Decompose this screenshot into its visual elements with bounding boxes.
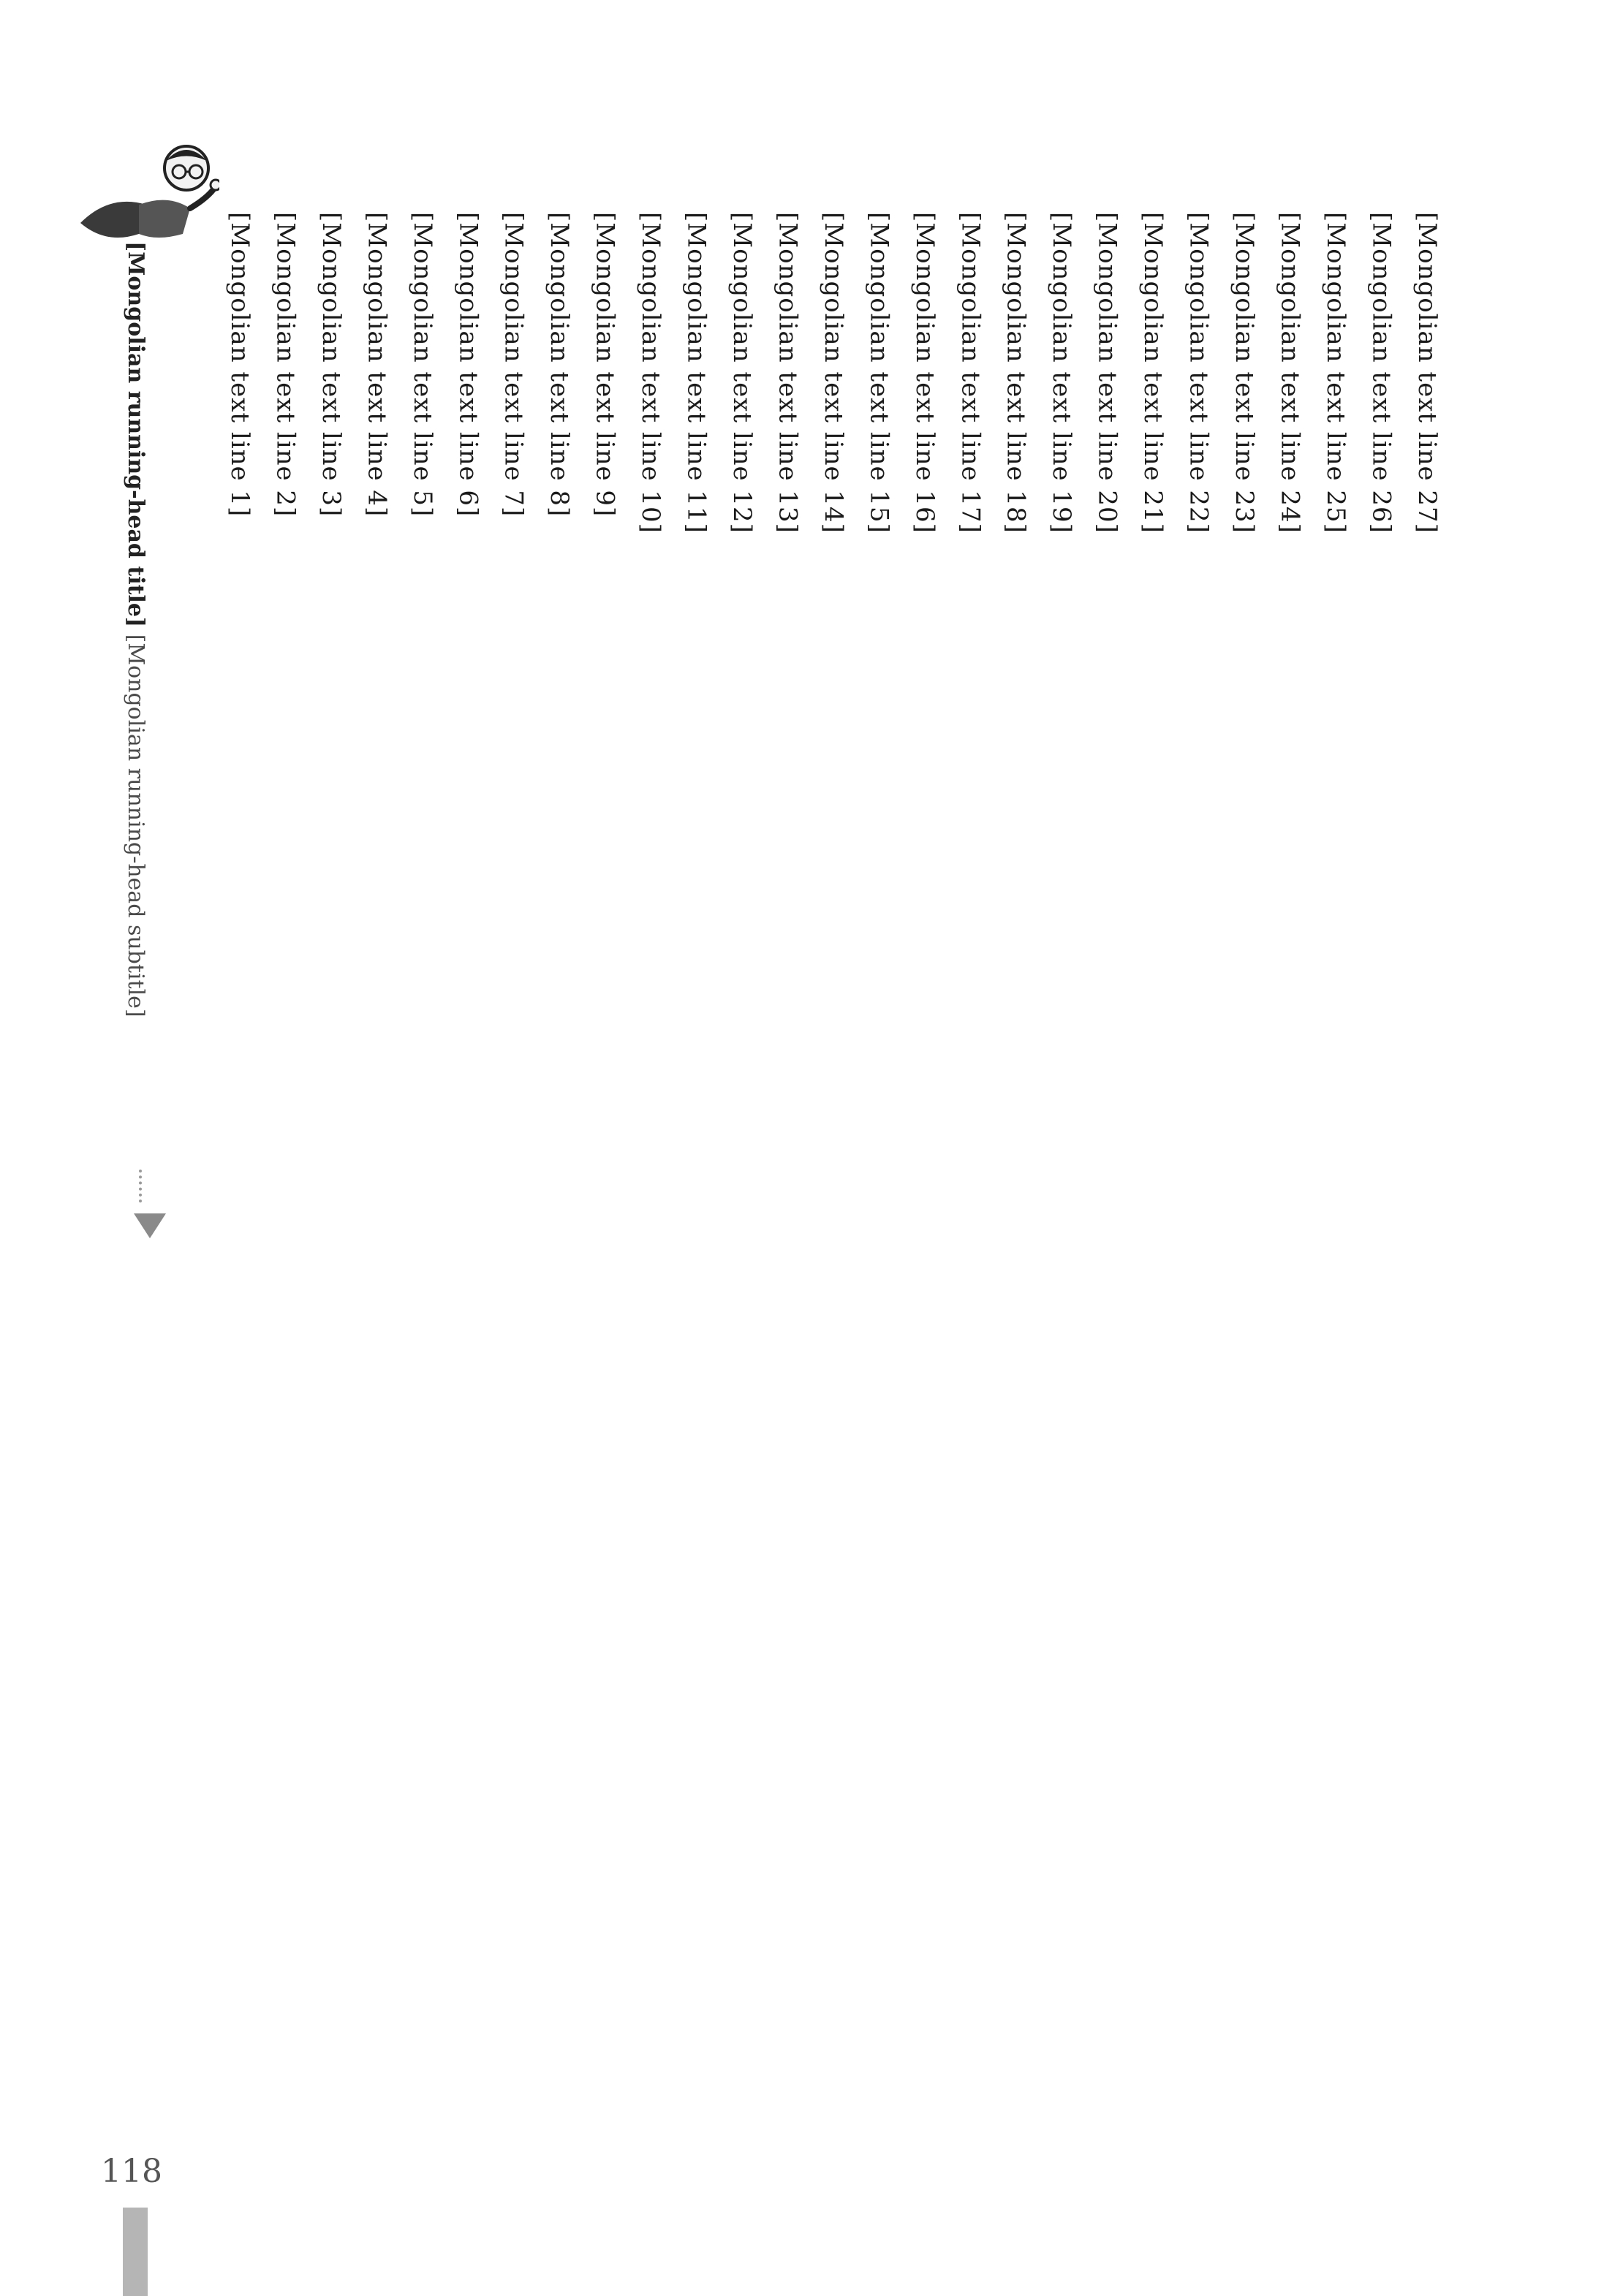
text-column: [Mongolian text line 10]: [636, 212, 666, 534]
text-column: [Mongolian text line 24]: [1275, 212, 1305, 534]
text-column: [Mongolian text line 27]: [1412, 212, 1442, 534]
text-column: [Mongolian text line 15]: [864, 212, 894, 534]
text-column: [Mongolian text line 8]: [545, 212, 575, 518]
text-column: [Mongolian text line 3]: [316, 212, 346, 518]
text-column: [Mongolian text line 21]: [1138, 212, 1168, 534]
running-head: [123, 241, 148, 1155]
text-column: [Mongolian text line 11]: [681, 212, 711, 534]
page-number: 118: [101, 2153, 162, 2190]
text-column: [Mongolian text line 5]: [407, 212, 437, 518]
triangle-marker-icon: [134, 1213, 166, 1238]
text-column: [Mongolian text line 16]: [909, 212, 939, 534]
running-head-subtitle: [Mongolian running-head subtitle]: [123, 634, 148, 1018]
cartoon-boy-with-glasses-flying-icon: [66, 135, 219, 252]
text-column: [Mongolian text line 18]: [1001, 212, 1031, 534]
body-text: [219, 212, 1448, 2127]
text-column: [Mongolian text line 13]: [773, 212, 803, 534]
page-edge-bar: [123, 2208, 148, 2296]
text-column: [Mongolian text line 23]: [1229, 212, 1259, 534]
text-column: [Mongolian text line 4]: [362, 212, 392, 518]
text-column: [Mongolian text line 26]: [1366, 212, 1396, 534]
text-column: [Mongolian text line 17]: [956, 212, 985, 534]
text-column: [Mongolian text line 14]: [818, 212, 848, 534]
text-column: [Mongolian text line 2]: [270, 212, 300, 518]
text-column: [Mongolian text line 12]: [727, 212, 757, 534]
text-column: [Mongolian text line 22]: [1184, 212, 1214, 534]
text-column: [Mongolian text line 6]: [453, 212, 483, 518]
text-column: [Mongolian text line 1]: [225, 212, 254, 518]
text-column: [Mongolian text line 20]: [1092, 212, 1122, 534]
running-head-title: [Mongolian running-head title]: [123, 241, 148, 628]
text-column: [Mongolian text line 19]: [1047, 212, 1077, 534]
text-column: [Mongolian text line 9]: [590, 212, 620, 518]
text-column: [Mongolian text line 7]: [499, 212, 529, 518]
text-column: [Mongolian text line 25]: [1320, 212, 1350, 534]
running-head-divider: [139, 1170, 142, 1202]
